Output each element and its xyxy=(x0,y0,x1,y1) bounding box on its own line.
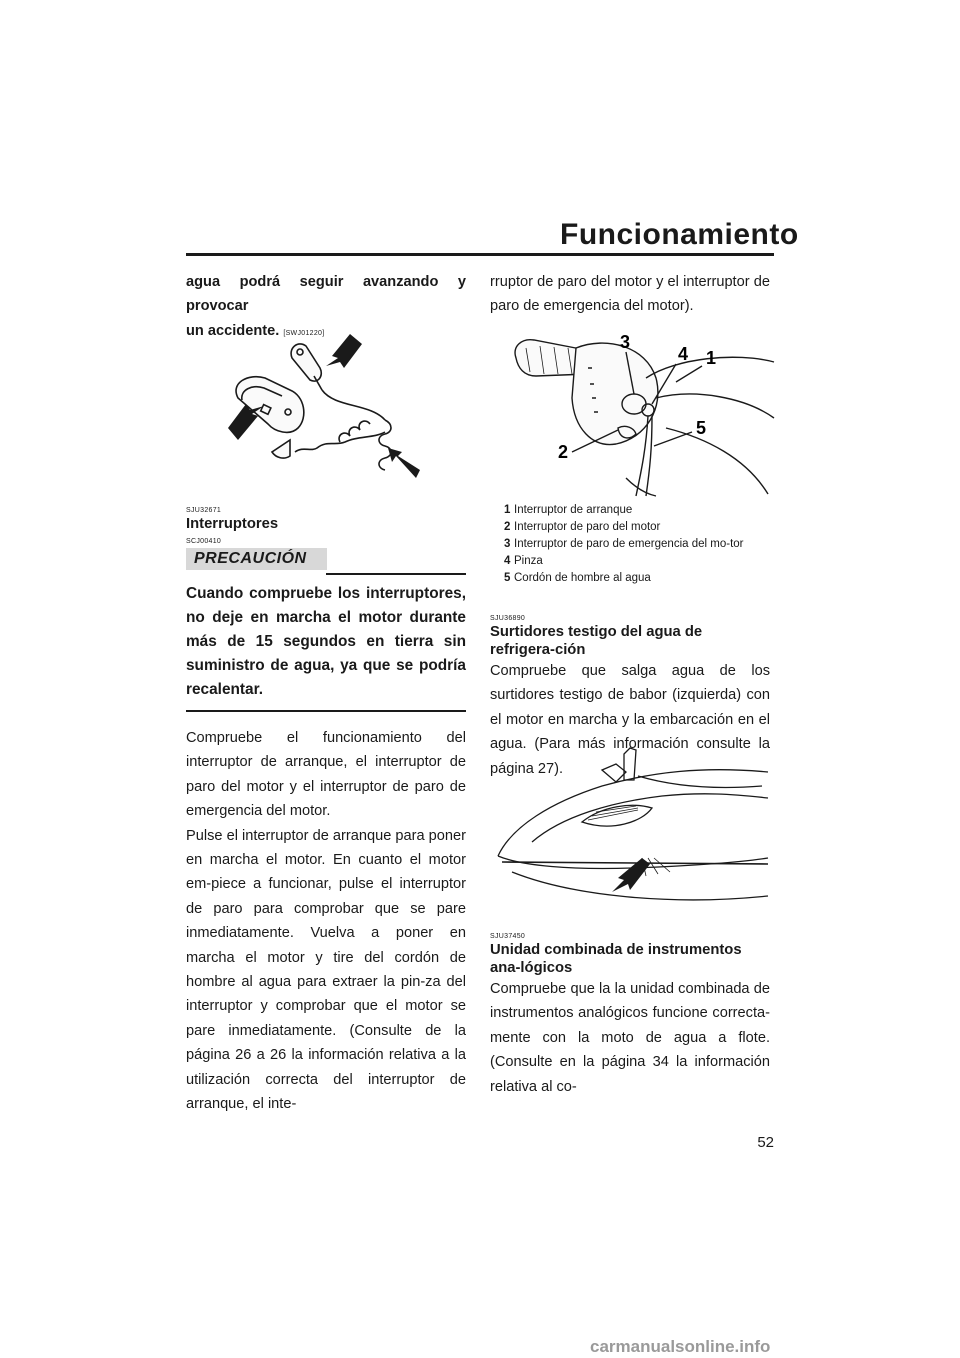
section-title: Surtidores testigo del agua de refrigera-ción xyxy=(490,624,703,658)
legend-item: 3 Interruptor de paro de emergencia del mo-tor xyxy=(504,538,744,550)
paragraph-2: Pulse el interruptor de arranque para poner en marcha el motor. En cuanto el motor em-piece a funcionar, pulse el interruptor de paro para comprobar que se pare inmediatamente. Vuelva a poner en marcha el motor y tire del cordón de hombre al agua para extraer la pin-za del interruptor y comprobar que el motor se pare inmediatamente. (Consulte de la página 26 a 26 la información relativa a la utilización correcta del interruptor de arranque, el inte- xyxy=(186,827,466,1113)
warning-line-2: un accidente. [SWJ01220] xyxy=(186,322,325,339)
section-interruptores xyxy=(186,506,466,1117)
callout-2: 2 xyxy=(558,442,569,462)
legend-item: 5 Cordón de hombre al agua xyxy=(504,572,651,584)
callout-1: 1 xyxy=(706,348,717,368)
section-title: Interruptores xyxy=(186,516,279,532)
paragraph-1: Compruebe el funcionamiento del interruptor de arranque, el interruptor de paro del motor y el interruptor de paro de emergencia del motor. xyxy=(186,730,466,820)
warning-line-1: agua podrá seguir avanzando y provocar xyxy=(186,274,466,315)
callout-3: 3 xyxy=(620,332,631,352)
section-code: SJU36890 xyxy=(490,615,526,622)
caution-top-rule xyxy=(326,573,466,575)
legend-item: 4 Pinza xyxy=(504,555,543,567)
legend-item: 2 Interruptor de paro del motor xyxy=(504,521,661,533)
caution-code: SCJ00410 xyxy=(186,538,222,545)
paragraph-continuation: rruptor de paro del motor y el interruptor de paro de emergencia del motor). xyxy=(490,274,770,315)
section-code: SJU32671 xyxy=(186,507,222,514)
caution-bottom-rule xyxy=(186,710,466,712)
caution-header xyxy=(186,548,466,576)
watercraft-illustration xyxy=(492,746,772,916)
svg-text:carmanualsonline.info: carmanualsonline.info xyxy=(590,1337,771,1356)
page-number: 52 xyxy=(757,1134,774,1151)
callout-5: 5 xyxy=(696,418,707,438)
section-code: SJU37450 xyxy=(490,933,526,940)
section-text: Compruebe que la la unidad combinada de instrumentos analógicos funcione correcta-mente con la moto de agua a flote. (Consulte en la página 34 la información relativa al co- xyxy=(490,981,770,1095)
callout-4: 4 xyxy=(678,344,689,364)
section-title: Unidad combinada de instrumentos ana-lógicos xyxy=(490,942,742,976)
handlebar-switch-illustration xyxy=(506,328,776,498)
watermark xyxy=(590,1336,960,1358)
section-unidad-combinada xyxy=(490,932,770,1099)
chapter-title: Funcionamiento xyxy=(560,218,799,251)
legend-item: 1 Interruptor de arranque xyxy=(504,504,633,516)
footer-note: Downloaded from www.Manualslib.com manuals search engine xyxy=(186,1336,215,1337)
header-rule xyxy=(186,253,774,256)
warning-code: [SWJ01220] xyxy=(283,329,325,337)
caution-label: PRECAUCIÓN xyxy=(186,548,327,570)
caution-text: Cuando compruebe los interruptores, no deje en marcha el motor durante más de 15 segundos en tierra sin suministro de agua, ya que se podría recalentar. xyxy=(186,585,466,698)
figure-legend xyxy=(504,502,774,587)
section-text: Compruebe que salga agua de los surtidores testigo de babor (izquierda) con el motor en marcha y la embarcación en el agua. (Para más información consulte la página 27). xyxy=(490,663,770,777)
lanyard-illustration xyxy=(220,328,430,488)
right-continuation xyxy=(490,270,770,319)
